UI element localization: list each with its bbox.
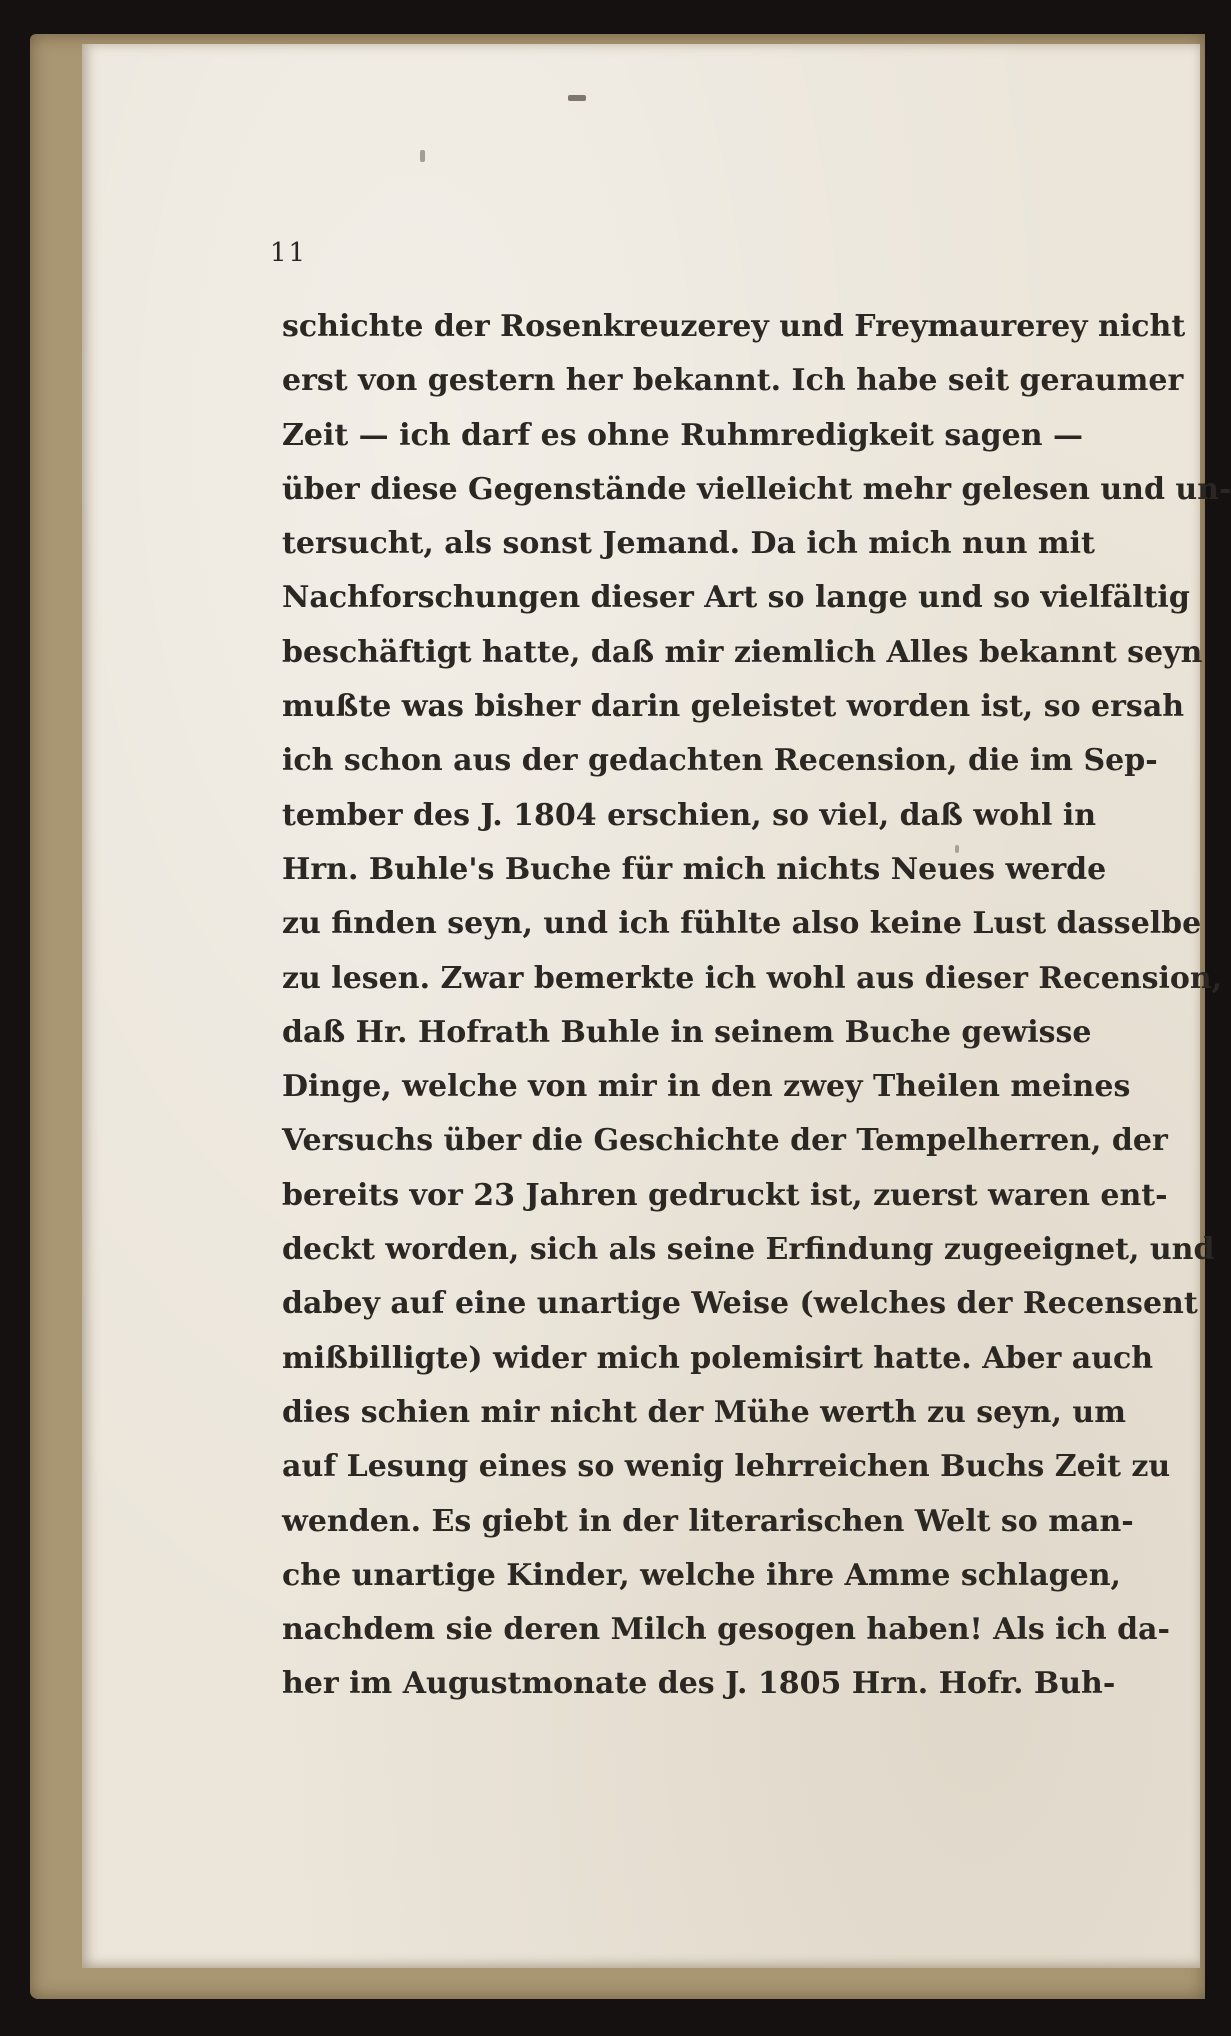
ink-speck: [568, 95, 586, 101]
text-line: dabey auf eine unartige Weise (welches der Recensent: [282, 1286, 1198, 1322]
text-line: erst von gestern her bekannt. Ich habe seit geraumer: [282, 363, 1184, 399]
text-line: Nachforschungen dieser Art so lange und so vielfältig: [282, 580, 1190, 616]
text-line: nachdem sie deren Milch gesogen haben! Als ich da-: [282, 1612, 1170, 1648]
text-line: bereits vor 23 Jahren gedruckt ist, zuerst waren ent-: [282, 1177, 1168, 1213]
text-line: beschäftigt hatte, daß mir ziemlich Alles bekannt seyn: [282, 634, 1203, 670]
text-line: schichte der Rosenkreuzerey und Freymaurerey nicht: [282, 309, 1186, 344]
page-number: 11: [270, 238, 308, 268]
text-line: deckt worden, sich als seine Erfindung zugeeignet, und: [282, 1232, 1215, 1268]
text-line: che unartige Kinder, welche ihre Amme schlagen,: [282, 1557, 1121, 1593]
text-line: tersucht, als sonst Jemand. Da ich mich nun mit: [282, 526, 1095, 562]
text-line: Dinge, welche von mir in den zwey Theilen meines: [282, 1069, 1131, 1105]
text-line: Versuchs über die Geschichte der Tempelherren, der: [282, 1123, 1168, 1159]
text-line: auf Lesung eines so wenig lehrreichen Buchs Zeit zu: [282, 1449, 1171, 1485]
text-line: mißbilligte) wider mich polemisirt hatte. Aber auch: [282, 1340, 1154, 1376]
text-line: daß Hr. Hofrath Buhle in seinem Buche gewisse: [282, 1014, 1092, 1050]
text-line: Hrn. Buhle's Buche für mich nichts Neues werde: [282, 851, 1107, 887]
text-line: über diese Gegenstände vielleicht mehr gelesen und un-: [282, 471, 1231, 507]
text-line: mußte was bisher darin geleistet worden ist, so ersah: [282, 689, 1185, 725]
ink-speck: [420, 150, 425, 162]
text-line: Zeit — ich darf es ohne Ruhmredigkeit sagen —: [282, 417, 1083, 453]
text-line: ich schon aus der gedachten Recension, die im Sep-: [282, 743, 1158, 779]
text-line: zu lesen. Zwar bemerkte ich wohl aus dieser Recension,: [282, 960, 1223, 996]
text-line: tember des J. 1804 erschien, so viel, daß wohl in: [282, 797, 1097, 833]
text-line: her im Augustmonate des J. 1805 Hrn. Hofr. Buh-: [282, 1666, 1116, 1702]
text-line: wenden. Es giebt in der literarischen Welt so man-: [282, 1503, 1134, 1539]
body-text: [282, 300, 1231, 1712]
text-line: zu finden seyn, und ich fühlte also keine Lust dasselbe: [282, 906, 1202, 942]
text-line: dies schien mir nicht der Mühe werth zu seyn, um: [282, 1394, 1126, 1430]
